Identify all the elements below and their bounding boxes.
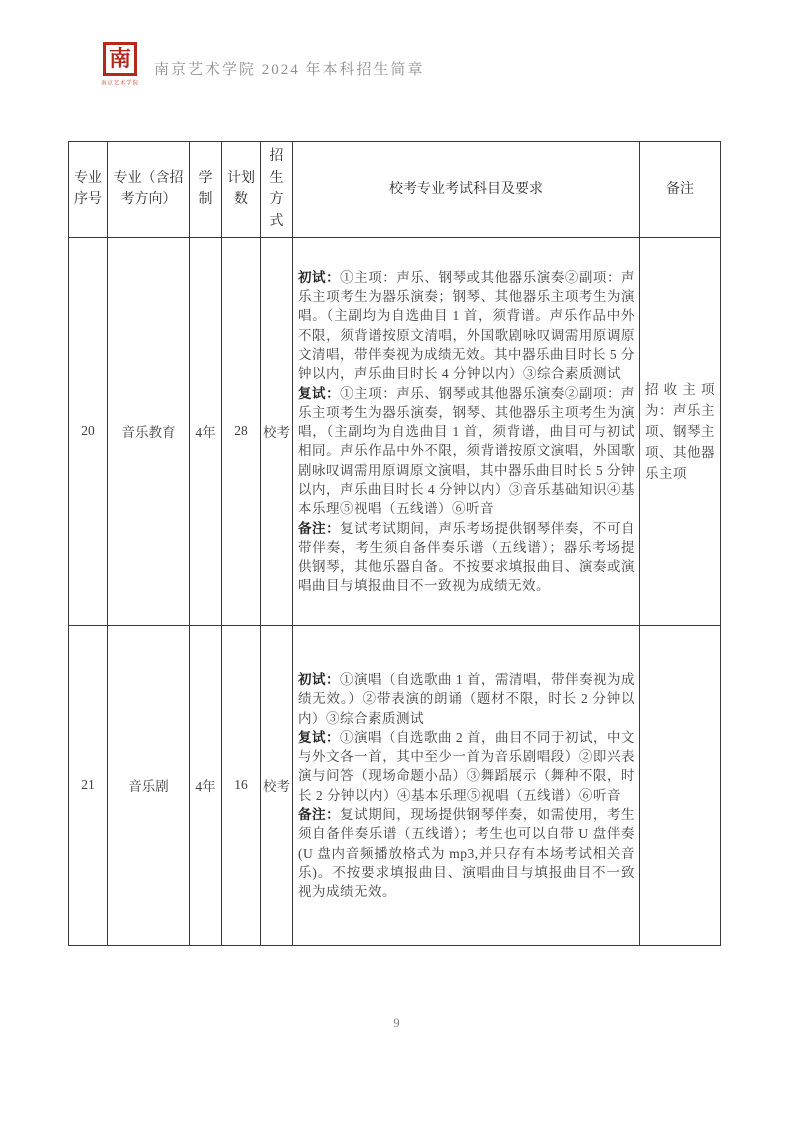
section-label: 复试： <box>298 729 340 745</box>
cell-remark <box>640 625 721 945</box>
col-header-major-no: 专业序号 <box>69 142 108 238</box>
cell-duration: 4年 <box>190 625 222 945</box>
exam-section-note <box>298 519 635 596</box>
cell-exam-requirements <box>293 237 640 625</box>
exam-section-note <box>298 805 635 901</box>
cell-remark <box>640 237 721 625</box>
remark-text: 招收主项为：声乐主项、钢琴主项、其他器乐主项 <box>645 381 715 481</box>
cell-plan: 16 <box>222 625 261 945</box>
exam-section-retest <box>298 728 635 805</box>
col-header-exam: 校考专业考试科目及要求 <box>293 142 640 238</box>
section-label: 备注： <box>298 520 341 536</box>
col-header-plan: 计划数 <box>222 142 261 238</box>
section-text: ①演唱（自选歌曲 2 首，曲目不同于初试，中文与外文各一首，其中至少一首为音乐剧唱段）②即兴表演与问答（现场命题小品）③舞蹈展示（舞种不限，时长 2 分钟以内）④基本乐理⑤视唱（五线谱）⑥听音 <box>298 729 635 803</box>
cell-method: 校考 <box>261 625 293 945</box>
cell-plan: 28 <box>222 237 261 625</box>
table-header-row <box>69 142 721 238</box>
col-header-method: 招生方式 <box>261 142 293 238</box>
col-header-remark: 备注 <box>640 142 721 238</box>
cell-major: 音乐教育 <box>108 237 190 625</box>
section-text: ①演唱（自选歌曲 1 首，需清唱，带伴奏视为成绩无效。）②带表演的朗诵（题材不限，时长 2 分钟以内）③综合素质测试 <box>298 671 635 726</box>
cell-method: 校考 <box>261 237 293 625</box>
section-label: 初试： <box>298 269 341 285</box>
cell-major-no: 21 <box>69 625 108 945</box>
seal-icon: 南 <box>103 42 137 76</box>
university-seal-logo <box>100 42 140 87</box>
document-title: 南京艺术学院 2024 年本科招生简章 <box>154 62 425 78</box>
col-header-major: 专业（含招考方向） <box>108 142 190 238</box>
exam-section-preliminary <box>298 670 635 728</box>
section-text: ①主项：声乐、钢琴或其他器乐演奏②副项：声乐主项考生为器乐演奏，钢琴、其他器乐主项考生为演唱，（主副均为自选曲目 1 首，须背谱，曲目可与初试相同。声乐作品中外不限，须背谱按原文演唱，外国歌剧咏叹调需用原调原文演唱，其中器乐曲目时长 5 分钟以内，声乐曲目时长 4 分钟以内）③音乐基础知识④基本乐理⑤视唱（五线谱）⑥听音 <box>298 385 636 517</box>
section-text: 复试考试期间，声乐考场提供钢琴伴奏，不可自带伴奏，考生须自备伴奏乐谱（五线谱）；器乐考场提供钢琴，其他乐器自备。不按要求填报曲目、演奏或演唱曲目与填报曲目不一致视为成绩无效。 <box>298 520 636 594</box>
col-header-duration: 学制 <box>190 142 222 238</box>
table-row <box>69 625 721 945</box>
section-text: ①主项：声乐、钢琴或其他器乐演奏②副项：声乐主项考生为器乐演奏；钢琴、其他器乐主项考生为演唱。（主副均为自选曲目 1 首，须背谱。声乐作品中外不限，须背谱按原文清唱，外国歌剧咏叹调需用原调原文清唱，带伴奏视为成绩无效。其中器乐曲目时长 5 分钟以内，声乐曲目时长 4 分钟以内）③综合素质测试 <box>298 269 636 382</box>
exam-section-preliminary <box>298 268 635 384</box>
page-number: 9 <box>393 1016 400 1030</box>
table-row <box>69 237 721 625</box>
section-text: 复试期间，现场提供钢琴伴奏，如需使用，考生须自备伴奏乐谱（五线谱）；考生也可以自带 U 盘伴奏(U 盘内音频播放格式为 mp3,并只存有本场考试相关音乐)。不按要求填报曲目、演唱曲目与填报曲目不一致视为成绩无效。 <box>298 807 636 900</box>
admissions-table <box>68 141 721 946</box>
cell-duration: 4年 <box>190 237 222 625</box>
cell-exam-requirements <box>293 625 640 945</box>
section-label: 初试： <box>298 671 340 687</box>
cell-major-no: 20 <box>69 237 108 625</box>
cell-major: 音乐剧 <box>108 625 190 945</box>
exam-section-retest <box>298 384 635 519</box>
section-label: 复试： <box>298 385 341 401</box>
seal-caption: 南京艺术学院 <box>101 81 139 87</box>
section-label: 备注： <box>298 807 341 823</box>
document-header <box>100 42 425 87</box>
